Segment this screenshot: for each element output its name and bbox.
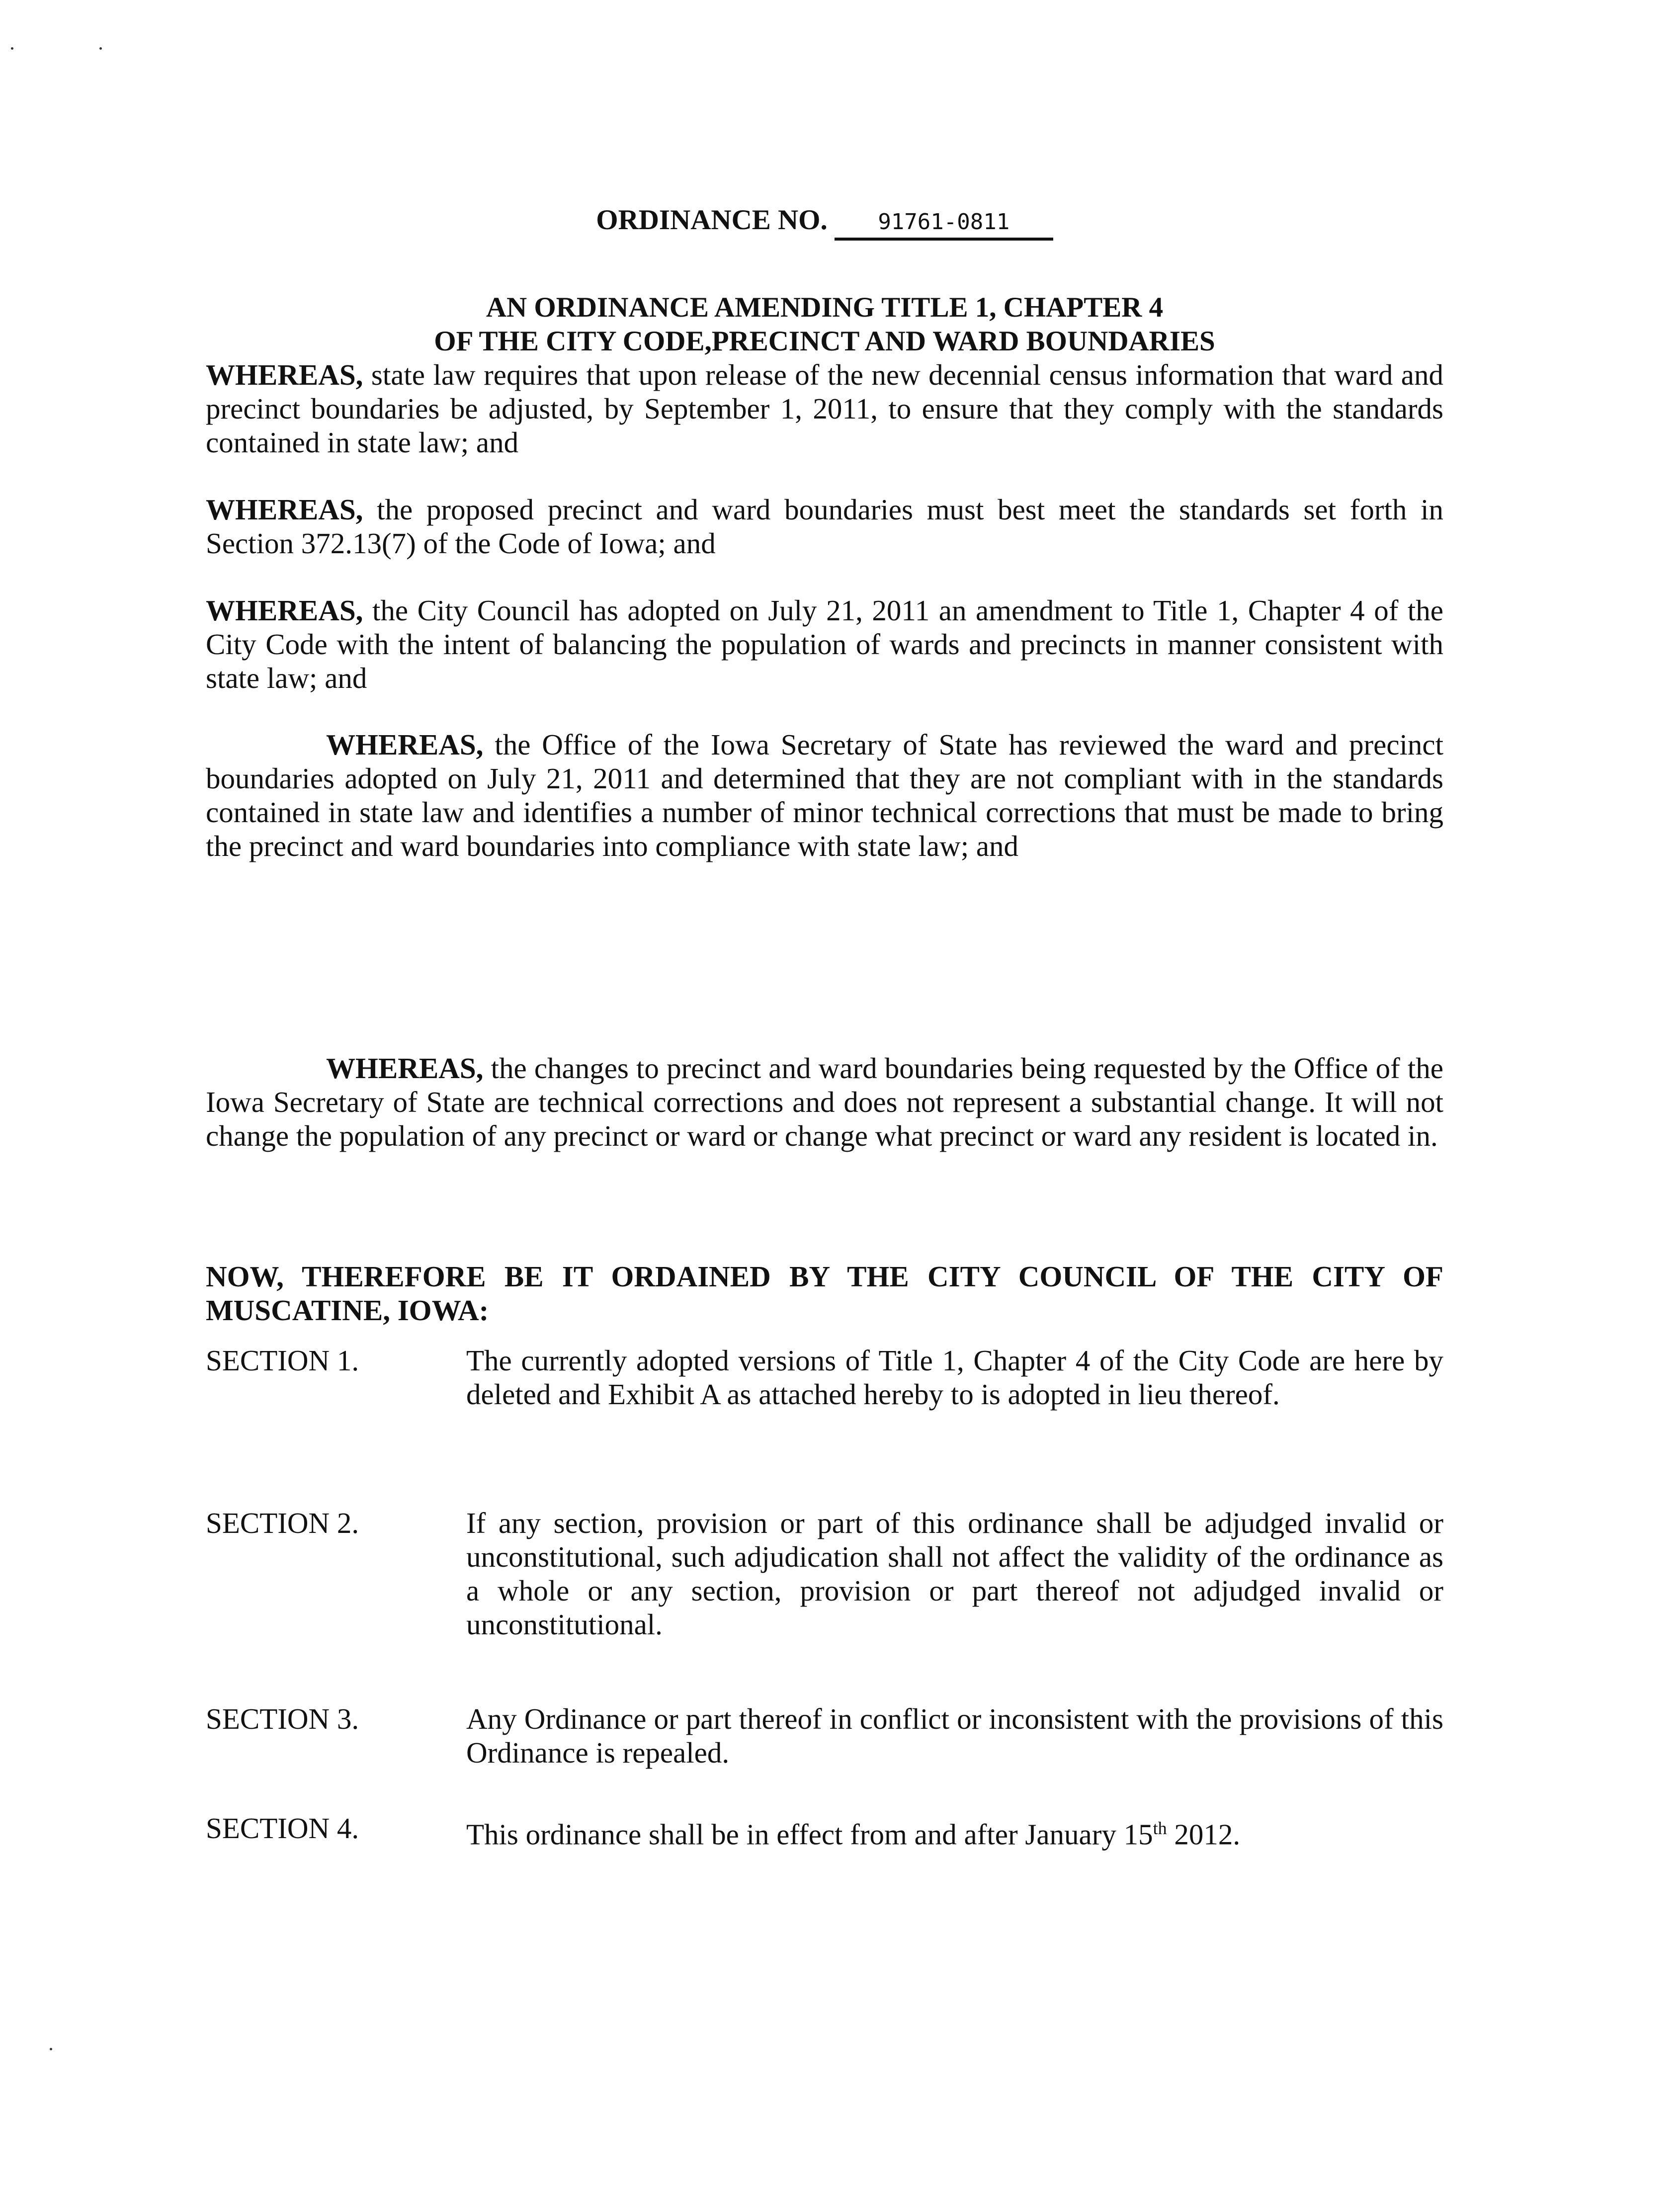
ordaining-clause: NOW, THEREFORE BE IT ORDAINED BY THE CITY COUNCIL OF THE CITY OF MUSCATINE, IOWA: <box>206 1260 1443 1327</box>
section-label: SECTION 2. <box>206 1507 359 1539</box>
scan-speck <box>50 2048 52 2050</box>
whereas-text: the proposed precinct and ward boundaries must best meet the standards set forth in Section 372.13(7) of the Code of Iowa; and <box>206 493 1443 560</box>
section-3 <box>206 1702 1443 1770</box>
section-label: SECTION 1. <box>206 1344 359 1377</box>
whereas-paragraph <box>206 728 1443 863</box>
whereas-lead: WHEREAS, <box>206 358 363 391</box>
scan-speck <box>99 47 102 50</box>
section-text: The currently adopted versions of Title 1, Chapter 4 of the City Code are here by deleted and Exhibit A as attached hereby to is adopted in lieu thereof. <box>466 1344 1443 1411</box>
whereas-lead: WHEREAS, <box>326 728 484 761</box>
whereas-text: the changes to precinct and ward boundaries being requested by the Office of the Iowa Secretary of State are technical corrections and does not represent a substantial change. It will not change the population of any precinct or ward or change what precinct or ward any resident is located in. <box>206 1052 1443 1152</box>
whereas-lead: WHEREAS, <box>326 1052 484 1085</box>
section-text: If any section, provision or part of this ordinance shall be adjudged invalid or unconstitutional, such adjudication shall not affect the validity of the ordinance as a whole or any section, provision or part thereof not adjudged invalid or unconstitutional. <box>466 1507 1443 1641</box>
section-text <box>466 1811 1443 1852</box>
section-text-end: 2012. <box>1167 1818 1241 1851</box>
section-label: SECTION 3. <box>206 1702 359 1735</box>
whereas-lead: WHEREAS, <box>206 493 363 526</box>
ordinance-number: 91761-0811 <box>835 207 1053 241</box>
section-1 <box>206 1344 1443 1411</box>
heading-line: OF THE CITY CODE,PRECINCT AND WARD BOUNDARIES <box>434 326 1215 357</box>
whereas-text: the City Council has adopted on July 21, 2011 an amendment to Title 1, Chapter 4 of the City Code with the intent of balancing the population of wards and precincts in manner consistent with state law; and <box>206 594 1443 694</box>
whereas-paragraph <box>206 358 1443 459</box>
section-label: SECTION 4. <box>206 1812 359 1845</box>
heading-line: AN ORDINANCE AMENDING TITLE 1, CHAPTER 4 <box>486 292 1164 323</box>
section-text: Any Ordinance or part thereof in conflict or inconsistent with the provisions of this Ordinance is repealed. <box>466 1702 1443 1769</box>
section-2 <box>206 1506 1443 1641</box>
whereas-paragraph <box>206 493 1443 560</box>
ordinance-title <box>206 204 1443 241</box>
ordinance-label: ORDINANCE NO. <box>596 204 828 236</box>
whereas-lead: WHEREAS, <box>206 594 363 627</box>
ordinal-suffix: th <box>1153 1818 1167 1838</box>
section-4 <box>206 1811 1443 1852</box>
whereas-text: state law requires that upon release of the new decennial census information that ward and precinct boundaries be adjusted, by September 1, 2011, to ensure that they comply with the standards contained in state law; and <box>206 358 1443 459</box>
whereas-paragraph <box>206 593 1443 695</box>
whereas-text: the Office of the Iowa Secretary of State has reviewed the ward and precinct boundaries adopted on July 21, 2011 and determined that they are not compliant with in the standards contained in state law and identifies a number of minor technical corrections that must be made to bring the precinct and ward boundaries into compliance with state law; and <box>206 728 1443 862</box>
ordinance-heading <box>206 291 1443 358</box>
whereas-paragraph <box>206 1051 1443 1153</box>
section-text-main: This ordinance shall be in effect from and after January 15 <box>466 1818 1153 1851</box>
scan-speck <box>11 47 13 50</box>
